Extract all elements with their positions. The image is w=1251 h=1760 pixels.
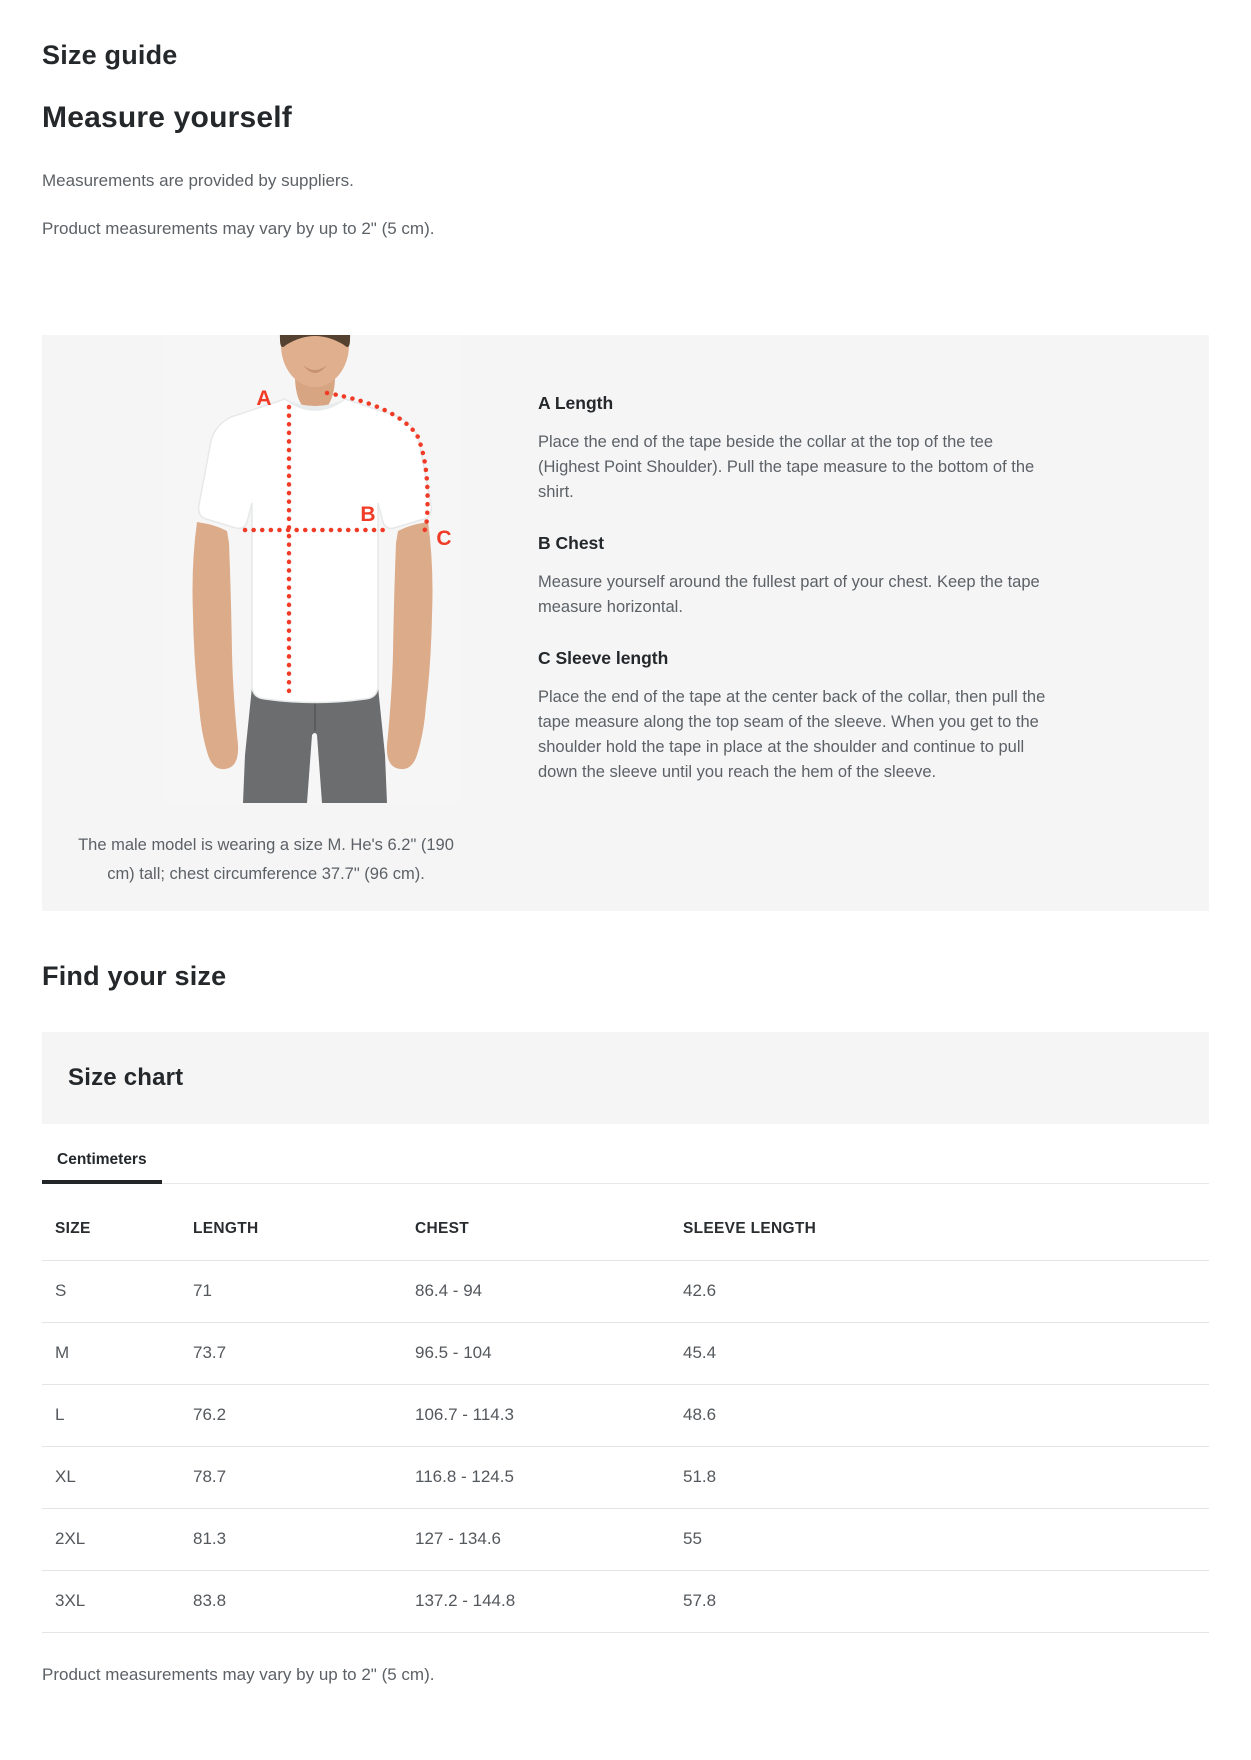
cell-sleeve-length: 45.4 xyxy=(683,1323,1209,1385)
cell-length: 73.7 xyxy=(193,1323,415,1385)
cell-chest: 116.8 - 124.5 xyxy=(415,1447,683,1509)
instruction-length xyxy=(538,391,1051,505)
cell-chest: 137.2 - 144.8 xyxy=(415,1571,683,1633)
cell-size: S xyxy=(42,1261,193,1323)
table-row xyxy=(42,1509,1209,1571)
col-sleeve-length: SLEEVE LENGTH xyxy=(683,1184,1209,1261)
find-your-size-heading: Find your size xyxy=(42,961,227,991)
size-table xyxy=(42,1184,1209,1633)
size-chart-section xyxy=(42,1032,1209,1685)
model-caption: The male model is wearing a size M. He's 6.2" (190 cm) tall; chest circumference 37.7" (96 cm). xyxy=(78,836,454,883)
instruction-sleeve xyxy=(538,646,1051,785)
instruction-title-b: B Chest xyxy=(538,533,605,553)
tab-centimeters[interactable]: Centimeters xyxy=(42,1124,162,1183)
table-row xyxy=(42,1261,1209,1323)
col-size: SIZE xyxy=(42,1184,193,1261)
suppliers-note: Measurements are provided by suppliers. xyxy=(42,171,354,190)
cell-length: 78.7 xyxy=(193,1447,415,1509)
cell-chest: 127 - 134.6 xyxy=(415,1509,683,1571)
label-b: B xyxy=(360,503,376,526)
measure-panel-left xyxy=(42,335,490,911)
cell-size: L xyxy=(42,1385,193,1447)
model-measurement-photo xyxy=(165,335,460,803)
measure-yourself-heading: Measure yourself xyxy=(42,101,292,134)
cell-sleeve-length: 55 xyxy=(683,1509,1209,1571)
instruction-body-b: Measure yourself around the fullest part of your chest. Keep the tape measure horizontal. xyxy=(538,573,1040,616)
model-figure-illustration xyxy=(165,335,460,803)
cell-chest: 106.7 - 114.3 xyxy=(415,1385,683,1447)
table-row xyxy=(42,1323,1209,1385)
size-chart-header xyxy=(42,1032,1209,1124)
unit-tab-bar xyxy=(42,1124,1209,1184)
cell-length: 71 xyxy=(193,1261,415,1323)
page-title: Size guide xyxy=(42,40,178,70)
cell-size: XL xyxy=(42,1447,193,1509)
cell-sleeve-length: 42.6 xyxy=(683,1261,1209,1323)
cell-chest: 86.4 - 94 xyxy=(415,1261,683,1323)
cell-sleeve-length: 57.8 xyxy=(683,1571,1209,1633)
cell-length: 81.3 xyxy=(193,1509,415,1571)
measure-instructions xyxy=(490,335,1209,815)
size-chart-footnote: Product measurements may vary by up to 2" (5 cm). xyxy=(42,1665,435,1684)
table-header-row xyxy=(42,1184,1209,1261)
instruction-title-a: A Length xyxy=(538,393,614,413)
measure-panel xyxy=(42,335,1209,911)
cell-size: M xyxy=(42,1323,193,1385)
label-c: C xyxy=(436,527,452,550)
cell-sleeve-length: 48.6 xyxy=(683,1385,1209,1447)
col-length: LENGTH xyxy=(193,1184,415,1261)
instruction-title-c: C Sleeve length xyxy=(538,648,669,668)
variance-note: Product measurements may vary by up to 2" (5 cm). xyxy=(42,219,435,238)
table-row xyxy=(42,1385,1209,1447)
cell-length: 76.2 xyxy=(193,1385,415,1447)
cell-chest: 96.5 - 104 xyxy=(415,1323,683,1385)
instruction-body-a: Place the end of the tape beside the collar at the top of the tee (Highest Point Shoulder). Pull the tape measure to the bottom of the shirt. xyxy=(538,433,1035,501)
table-row xyxy=(42,1447,1209,1509)
label-a: A xyxy=(256,387,272,410)
cell-size: 2XL xyxy=(42,1509,193,1571)
cell-sleeve-length: 51.8 xyxy=(683,1447,1209,1509)
col-chest: CHEST xyxy=(415,1184,683,1261)
size-chart-title: Size chart xyxy=(68,1064,184,1091)
instruction-body-c: Place the end of the tape at the center back of the collar, then pull the tape measure along the top seam of the sleeve. When you get to the shoulder hold the tape in place at the shoulder and continue to pull down the sleeve until you reach the hem of the sleeve. xyxy=(538,688,1046,781)
instruction-chest xyxy=(538,531,1051,620)
cell-size: 3XL xyxy=(42,1571,193,1633)
cell-length: 83.8 xyxy=(193,1571,415,1633)
table-row xyxy=(42,1571,1209,1633)
